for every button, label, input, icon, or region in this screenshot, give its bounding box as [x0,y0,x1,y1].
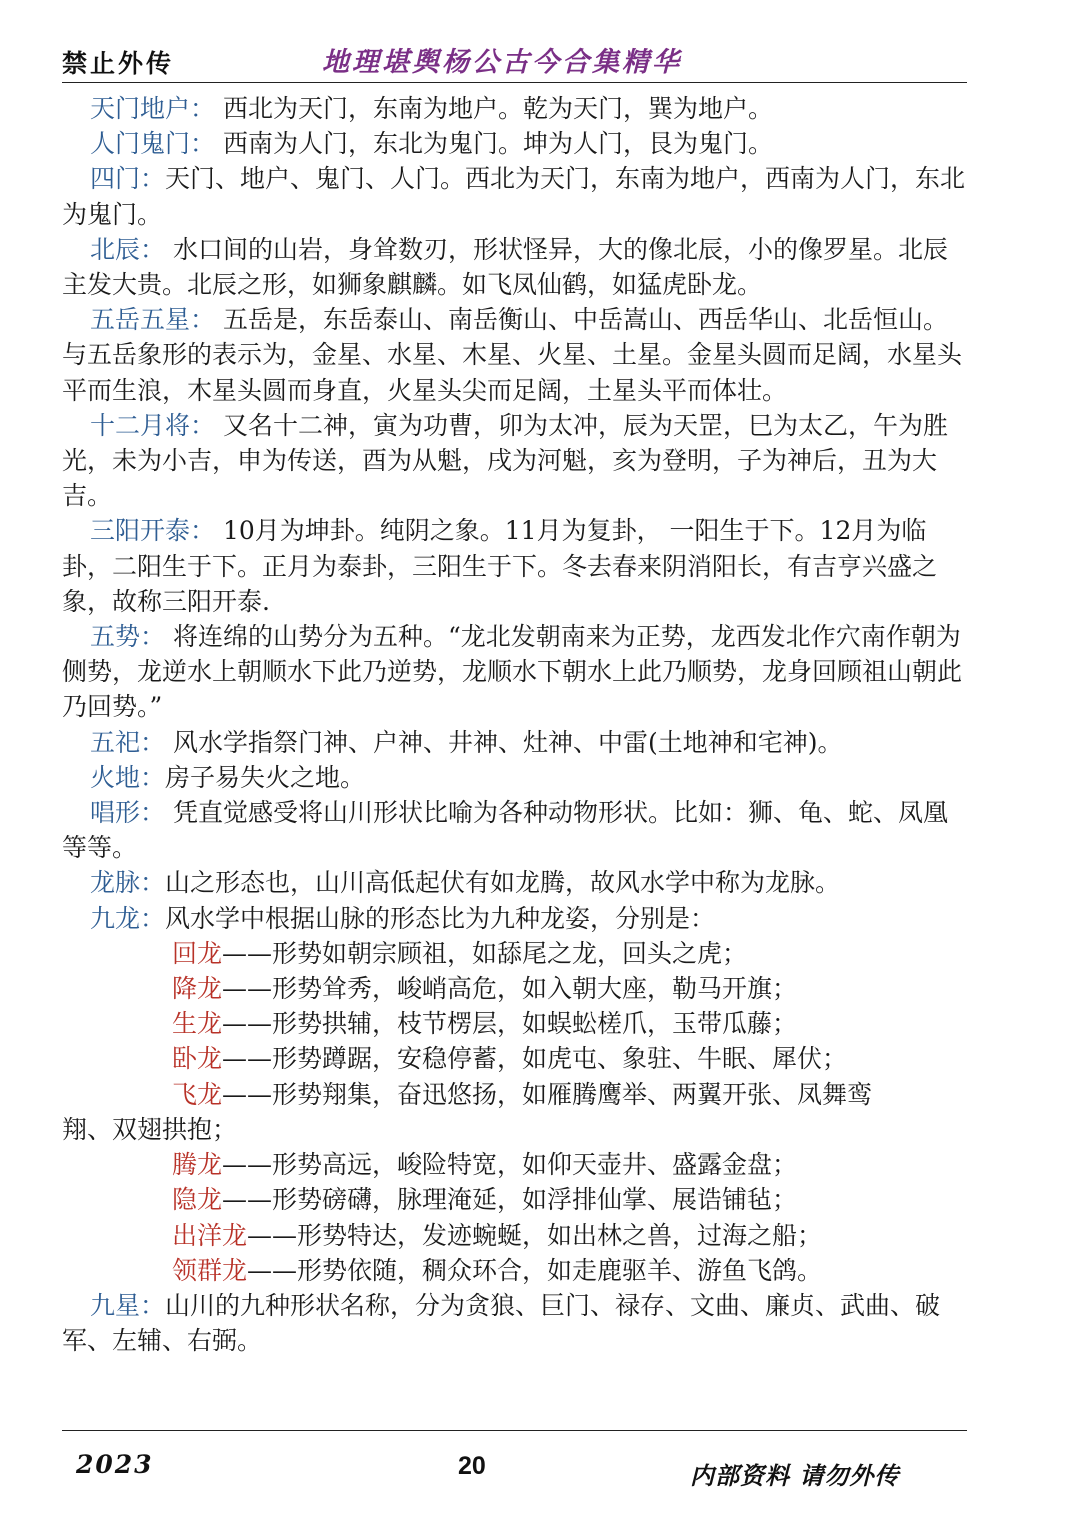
dragon-item [62,971,967,1006]
entry-shieryuejiang [62,408,967,514]
entry-text: 西北为天门，东南为地户。乾为天门，巽为地户。 [215,94,773,123]
entry-term: 五岳五星： [90,305,216,335]
dragon-desc: ——形势拱辅，枝节楞层，如蜈蚣槎爪，玉带瓜藤； [222,1009,798,1039]
dragon-item [62,936,967,971]
dragon-name: 生龙 [172,1009,223,1039]
entry-wushi [62,619,967,725]
entry-term: 三阳开泰： [90,516,216,546]
dragon-desc: ——形势特达，发迹蜿蜒，如出林之兽，过海之船； [247,1220,823,1250]
dragon-item [62,1147,967,1182]
entry-longmai [62,865,967,900]
footer-note: 内部资料 请勿外传 [690,1462,900,1490]
entry-term: 火地： [90,762,166,792]
dragon-desc: ——形势依随，稠众环合，如走鹿驱羊、游鱼飞鸽。 [247,1255,823,1285]
dragon-item [62,1006,967,1041]
entry-term: 四门： [90,164,166,194]
entry-text: 山之形态也，山川高低起伏有如龙腾，故风水学中称为龙脉。 [165,868,841,898]
entry-term: 十二月将： [90,410,216,440]
dragon-name: 降龙 [172,974,223,1004]
entry-renmen-guimen [62,126,967,161]
dragon-item [62,1253,967,1288]
page-content [62,91,967,1358]
dragon-name: 隐龙 [172,1185,223,1215]
header-title: 地理堪舆杨公古今合集精华 [322,47,682,78]
entry-sanyang-kaitai [62,513,967,619]
dragon-desc: ——形势翔集，奋迅悠扬，如雁腾鹰举、两翼开张、凤舞鸾 [222,1079,873,1109]
dragon-name: 腾龙 [172,1150,223,1180]
entry-term: 九龙： [90,903,166,933]
entry-jiulong [62,901,967,936]
entry-text: 又名十二神，寅为功曹，卯为太冲，辰为天罡，巳为太乙，午为胜光，未为小吉，申为传送，酉为从魁，戌为河魁，亥为登明，子为神后，丑为大吉。 [62,410,948,511]
dragon-item [62,1077,967,1112]
entry-term: 唱形： [90,798,166,828]
entry-term: 九星： [90,1290,166,1320]
entry-term: 龙脉： [90,868,166,898]
dragon-list [62,936,967,1288]
entry-text: 凭直觉感受将山川形状比喻为各种动物形状。比如：狮、龟、蛇、凤凰等等。 [62,798,948,863]
entry-huodi [62,760,967,795]
entry-text: 五岳是，东岳泰山、南岳衡山、中岳嵩山、西岳华山、北岳恒山。与五岳象形的表示为，金星、水星、木星、火星、土星。金星头圆而足阔，水星头平而生浪，木星头圆而身直，火星头尖而足阔，土星头平而体壮。 [62,305,963,405]
header-left-label: 禁止外传 [62,49,175,78]
entry-tianmen-dihu [62,91,967,126]
dragon-item [62,1182,967,1217]
entry-term: 天门地户： [90,94,216,123]
entry-text: 房子易失火之地。 [165,762,366,792]
dragon-desc: ——形势蹲踞，安稳停蓄，如虎屯、象驻、牛眠、犀伏； [222,1044,848,1074]
entry-simen [62,161,967,231]
entry-term: 北辰： [90,234,166,264]
footer-year: 2023 [76,1450,154,1479]
entry-text: 水口间的山岩，身耸数刃，形状怪异，大的像北辰，小的像罗星。北辰主发大贵。北辰之形，如狮象麒麟。如飞凤仙鹤，如猛虎卧龙。 [62,234,948,300]
entry-text: 将连绵的山势分为五种。“龙北发朝南来为正势，龙西发北作穴南作朝为侧势，龙逆水上朝顺水下此乃逆势，龙顺水下朝水上此乃顺势，龙身回顾祖山朝此乃回势。” [62,622,963,722]
entry-text: 风水学指祭门神、户神、井神、灶神、中雷(土地神和宅神)。 [165,727,843,757]
entry-changxing [62,795,967,865]
entry-term: 人门鬼门： [90,129,216,159]
entry-term: 五祀： [90,727,166,757]
dragon-name: 出洋龙 [172,1220,248,1250]
page-number: 20 [458,1452,486,1480]
dragon-desc: ——形势如朝宗顾祖，如舔尾之龙，回头之虎； [222,938,748,968]
footer-divider [62,1430,967,1431]
entry-term: 五势： [90,622,166,652]
dragon-desc: ——形势磅礴，脉理淹延，如浮排仙掌、展诰铺毡； [222,1185,798,1215]
entry-wuyue-wuxing [62,302,967,408]
entry-text: 天门、地户、鬼门、人门。西北为天门，东南为地户，西南为人门，东北为鬼门。 [62,164,966,229]
entry-jiuxing [62,1288,967,1358]
header-divider [62,82,967,83]
dragon-name: 领群龙 [172,1255,248,1285]
entry-text: 10月为坤卦。纯阴之象。11月为复卦， 一阳生于下。12月为临卦，二阳生于下。正月为泰卦，三阳生于下。冬去春来阴消阳长，有吉亨兴盛之象，故称三阳开泰. [62,516,938,616]
dragon-item [62,1218,967,1253]
entry-text: 西南为人门，东北为鬼门。坤为人门，艮为鬼门。 [215,129,773,159]
dragon-desc: ——形势耸秀，峻峭高危，如入朝大座，勒马开旗； [222,974,798,1004]
entry-text: 山川的九种形状名称，分为贪狼、巨门、禄存、文曲、廉贞、武曲、破军、左辅、右弼。 [62,1290,941,1356]
entry-wusi [62,725,967,760]
entry-text: 风水学中根据山脉的形态比为九种龙姿，分别是： [165,903,716,933]
page-header [0,0,1080,84]
dragon-name: 飞龙 [172,1079,223,1109]
dragon-desc: ——形势高远，峻险特宽，如仰天壶井、盛露金盘； [222,1150,798,1180]
dragon-item [62,1041,967,1076]
dragon-name: 卧龙 [172,1044,223,1074]
dragon-continuation: 翔、双翅拱抱； [62,1114,238,1144]
entry-beichen [62,232,967,302]
dragon-name: 回龙 [172,938,223,968]
